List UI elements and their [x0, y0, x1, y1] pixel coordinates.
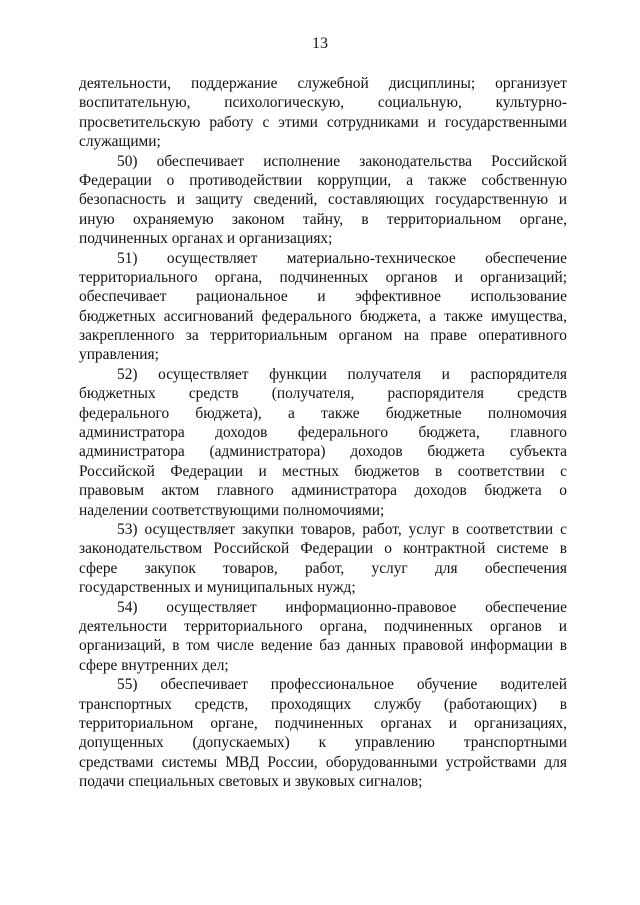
page-number: 13: [312, 35, 328, 52]
text-line: федерального бюджета), а также бюджетные полномочия: [79, 404, 567, 422]
text-line: безопасность и защиту сведений, составляющих государственную и: [79, 191, 567, 209]
text-line: деятельности, поддержание служебной дисциплины; организует: [79, 75, 567, 92]
text-line: администратора (администратора) доходов бюджета субъекта: [79, 443, 567, 461]
text-line: подачи специальных световых и звуковых сигналов;: [79, 773, 423, 791]
text-line: администратора доходов федерального бюджета, главного: [79, 424, 567, 442]
body-text: [79, 74, 567, 791]
text-line: государственных и муниципальных нужд;: [79, 579, 356, 597]
text-line: сфере внутренних дел;: [79, 656, 229, 674]
text-line: закрепленного за территориальным органом на праве оперативного: [79, 327, 567, 345]
paragraph-first-line: 52) осуществляет функции получателя и распорядителя: [117, 365, 567, 383]
text-line: Российской Федерации и местных бюджетов в соответствии с: [79, 462, 567, 480]
text-line: организаций, в том числе ведение баз данных правовой информации в: [79, 637, 567, 655]
paragraph-first-line: 50) обеспечивает исполнение законодательства Российской: [117, 152, 567, 170]
text-line: деятельности территориального органа, подчиненных органов и: [79, 617, 567, 635]
text-line: воспитательную, психологическую, социальную, культурно-: [79, 94, 567, 112]
text-line: допущенных (допускаемых) к управлению транспортными: [79, 734, 567, 752]
text-line: подчиненных органах и организациях;: [79, 230, 333, 248]
text-line: управления;: [79, 346, 159, 364]
text-line: бюджетных средств (получателя, распорядителя средств: [79, 385, 567, 403]
text-line: правовым актом главного администратора доходов бюджета о: [79, 482, 567, 500]
text-line: законодательством Российской Федерации о контрактной системе в: [79, 540, 567, 558]
text-line: наделении соответствующими полномочиями;: [79, 501, 385, 519]
text-line: Федерации о противодействии коррупции, а также собственную: [79, 171, 567, 189]
text-line: средствами системы МВД России, оборудованными устройствами для: [79, 753, 567, 771]
text-line: территориального органа, подчиненных органов и организаций;: [79, 268, 567, 286]
text-line: просветительскую работу с этими сотрудниками и государственными: [79, 113, 567, 131]
text-line: бюджетных ассигнований федерального бюджета, а также имущества,: [79, 307, 567, 325]
text-line: иную охраняемую законом тайну, в территориальном органе,: [79, 210, 567, 228]
text-line: территориальном органе, подчиненных органах и организациях,: [79, 714, 567, 732]
text-line: обеспечивает рациональное и эффективное использование: [79, 288, 567, 306]
text-line: служащими;: [79, 133, 161, 151]
paragraph-first-line: 55) обеспечивает профессиональное обучение водителей: [117, 676, 567, 694]
text-line: сфере закупок товаров, работ, услуг для обеспечения: [79, 559, 567, 577]
text-line: транспортных средств, проходящих службу (работающих) в: [79, 695, 567, 713]
paragraph-first-line: 51) осуществляет материально-техническое обеспечение: [117, 249, 567, 267]
paragraph-first-line: 53) осуществляет закупки товаров, работ, услуг в соответствии с: [117, 520, 567, 538]
paragraph-first-line: 54) осуществляет информационно-правовое обеспечение: [117, 598, 567, 616]
